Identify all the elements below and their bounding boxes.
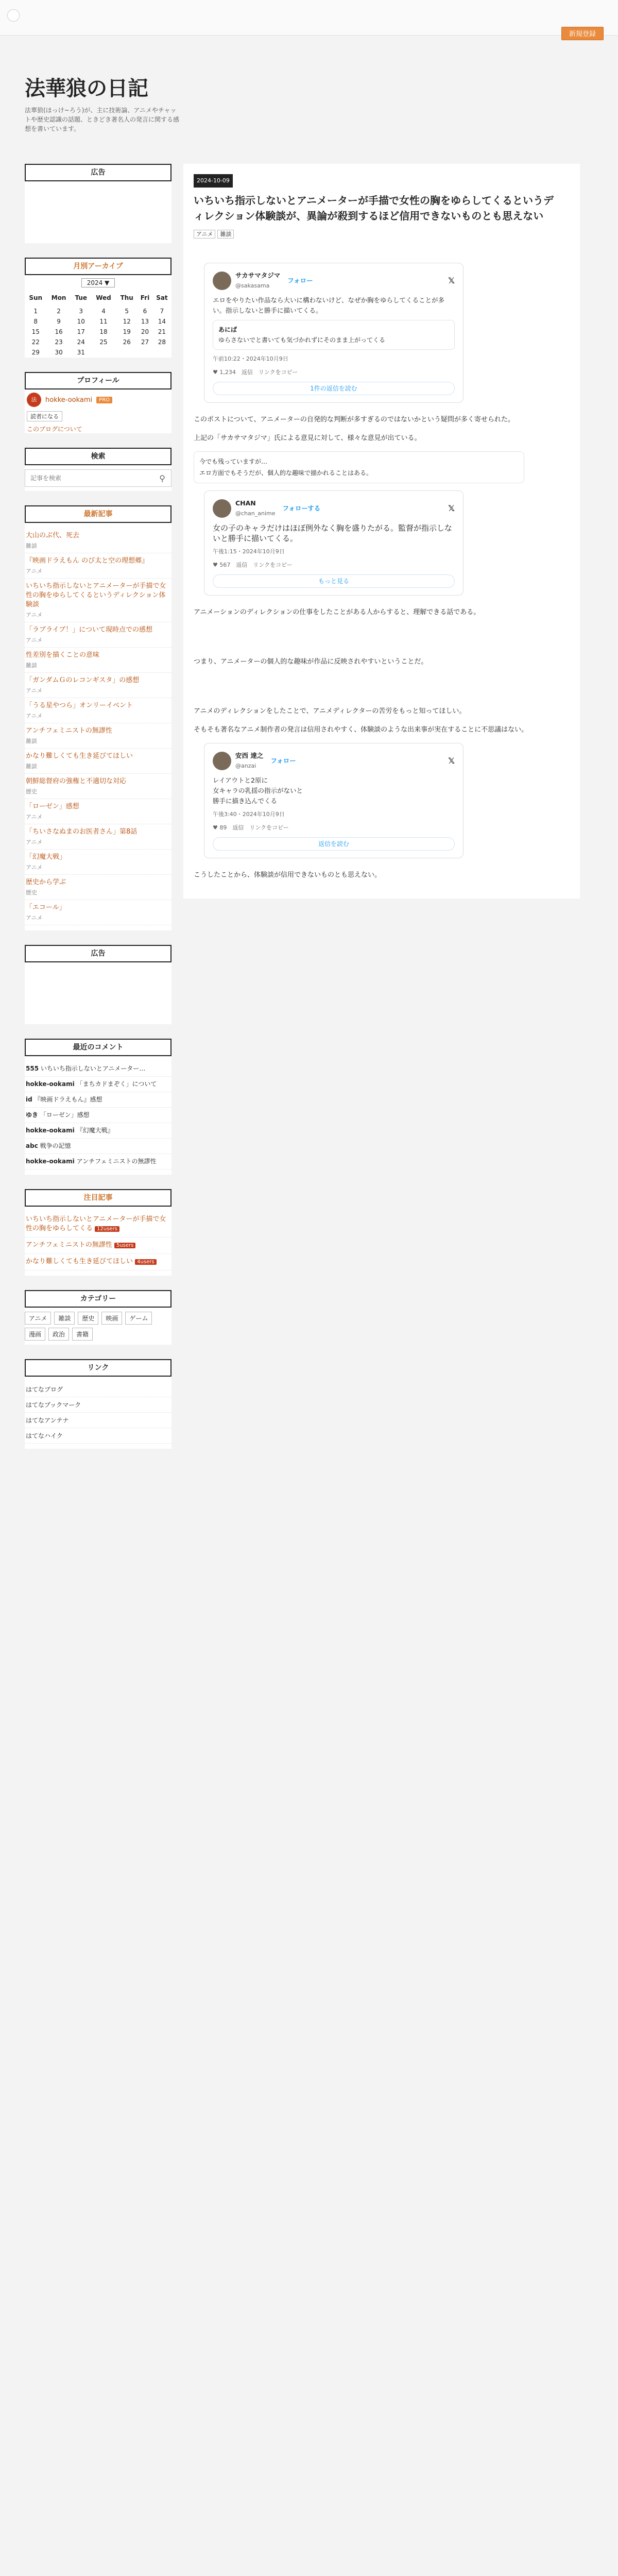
comment-author[interactable]: hokke-ookami <box>26 1127 75 1134</box>
comments-title: 最近のコメント <box>25 1039 171 1056</box>
calendar-day[interactable]: 13 <box>141 318 149 325</box>
comment-item[interactable] <box>25 1061 171 1077</box>
tweet-text: エロをやりたい作品なら大いに構わないけど、なぜか胸をゆらしてくることが多い。指示しないと勝手に描いてくる。 <box>213 296 445 314</box>
embedded-tweet[interactable] <box>204 263 464 403</box>
recent-post-category[interactable]: アニメ <box>26 612 43 618</box>
calendar-day[interactable]: 27 <box>141 338 149 346</box>
recent-post-link[interactable]: 「ガンダムＧのレコンギスタ」の感想 <box>26 676 140 684</box>
recent-post-link[interactable]: 「エコール」 <box>26 904 66 911</box>
recent-post-item <box>25 824 171 850</box>
calendar-day[interactable]: 3 <box>79 308 83 315</box>
hatena-logo-icon[interactable] <box>7 9 20 22</box>
category-title: カテゴリー <box>25 1290 171 1308</box>
category-tag[interactable]: 映画 <box>101 1312 122 1325</box>
calendar-day[interactable]: 16 <box>55 328 63 335</box>
category-tag[interactable]: 歴史 <box>78 1312 98 1325</box>
ad-module-2 <box>25 945 171 1024</box>
calendar-day[interactable]: 15 <box>31 328 40 335</box>
popular-post-link[interactable]: いちいち指示しないとアニメーターが手描で女性の胸をゆらしてくる <box>26 1215 166 1232</box>
calendar-day[interactable]: 17 <box>77 328 85 335</box>
quoted-tweet[interactable] <box>213 320 455 350</box>
popular-title: 注目記事 <box>25 1189 171 1207</box>
comment-item[interactable] <box>25 1092 171 1108</box>
ad-space-2[interactable] <box>25 962 171 1024</box>
links-title: リンク <box>25 1359 171 1377</box>
recent-post-link[interactable]: 「ラブライブ！」について現時点での感想 <box>26 626 152 634</box>
comment-item[interactable] <box>25 1123 171 1139</box>
tweet-handle: @sakasama <box>235 282 270 289</box>
category-tag[interactable]: 漫画 <box>25 1328 45 1341</box>
about-blog-link[interactable]: このブログについて <box>27 426 82 433</box>
follow-button[interactable]: 読者になる <box>27 411 62 421</box>
recent-post-item <box>25 875 171 900</box>
post-category-tag[interactable]: 雑談 <box>217 230 234 239</box>
tweet-timestamp[interactable]: 午後3:40・2024年10月9日 <box>213 811 285 818</box>
paragraph: こうしたことから、体験談が信用できないものとも思えない。 <box>194 871 382 879</box>
category-tag[interactable]: 書籍 <box>72 1328 93 1341</box>
calendar-day[interactable]: 11 <box>99 318 108 325</box>
embedded-tweet-2[interactable] <box>204 490 464 596</box>
x-logo-icon[interactable]: 𝕏 <box>448 756 455 766</box>
x-logo-icon[interactable]: 𝕏 <box>448 276 455 285</box>
paragraph: そもそも著名なアニメ制作者の発言は信用されやすく、体験談のような出来事が実在することに不思議はない。 <box>194 726 528 734</box>
comment-author[interactable]: hokke-ookami <box>26 1080 75 1088</box>
recent-post-category[interactable]: 雑談 <box>26 738 37 744</box>
ad-module-title-2: 広告 <box>25 945 171 962</box>
recent-post-link[interactable]: 「ローゼン」感想 <box>26 803 79 810</box>
avatar[interactable]: 法 <box>27 393 41 407</box>
recent-post-item <box>25 900 171 925</box>
ad-space[interactable] <box>25 181 171 243</box>
calendar-weekday: Mon <box>51 294 66 301</box>
recent-post-link[interactable]: 大山のぶ代、死去 <box>26 532 80 539</box>
search-title: 検索 <box>25 448 171 465</box>
profile-title: プロフィール <box>25 372 171 389</box>
recent-post-category[interactable]: アニメ <box>26 568 43 574</box>
calendar-day[interactable]: 9 <box>57 318 61 325</box>
recent-post-item <box>25 673 171 698</box>
recent-post-item <box>25 622 171 648</box>
recent-post-item <box>25 648 171 673</box>
popular-module <box>25 1189 171 1276</box>
recent-post-link[interactable]: いちいち指示しないとアニメーターが手描で女性の胸をゆらしてくるというディレクション体験談 <box>26 582 166 608</box>
tweet-follow-button[interactable]: フォロー <box>270 757 296 765</box>
bookmark-count-badge[interactable]: 5users <box>114 1243 135 1248</box>
recent-post-category[interactable]: アニメ <box>26 864 43 871</box>
tweet-read-replies-button[interactable]: 1件の返信を読む <box>213 382 455 395</box>
tweet-text: レイアウトと2原に 女キャラの乳揺の指示がないと 勝手に描き込んでくる <box>213 776 303 805</box>
calendar-weekday: Tue <box>75 294 88 301</box>
comment-author[interactable]: id <box>26 1096 32 1103</box>
calendar-day[interactable]: 30 <box>55 349 63 356</box>
recent-post-item <box>25 774 171 799</box>
recent-post-item <box>25 528 171 553</box>
calendar-day[interactable]: 29 <box>31 349 40 356</box>
recent-post-category[interactable]: アニメ <box>26 637 43 643</box>
sidebar <box>25 164 171 1463</box>
quoted-tweet-author: あにぱ <box>218 326 237 333</box>
recent-post-category[interactable]: 歴史 <box>26 788 37 795</box>
calendar-day[interactable]: 14 <box>158 318 166 325</box>
tweet-handle: @anzai <box>235 762 256 769</box>
post-date[interactable]: 2024-10-09 <box>194 174 233 188</box>
category-tag[interactable]: アニメ <box>25 1312 51 1325</box>
post-category-tag[interactable]: アニメ <box>194 230 215 239</box>
register-button[interactable]: 新規登録 <box>561 27 604 40</box>
calendar-day[interactable]: 26 <box>123 338 131 346</box>
comment-author[interactable]: hokke-ookami <box>26 1158 75 1165</box>
article <box>183 164 580 899</box>
calendar-day <box>138 347 152 358</box>
comment-text[interactable]: 戦争の記憶 <box>40 1142 71 1149</box>
recent-post-category[interactable]: アニメ <box>26 713 43 719</box>
calendar-day[interactable]: 18 <box>99 328 108 335</box>
profile-module <box>25 372 171 433</box>
paragraph: アニメーションのディレクションの仕事をしたことがある人からすると、理解できる話である。 <box>194 608 480 616</box>
recent-post-category[interactable]: アニメ <box>26 814 43 820</box>
tweet-avatar[interactable] <box>213 752 231 770</box>
calendar-weekday: Wed <box>96 294 111 301</box>
embedded-tweet-3[interactable] <box>204 743 464 858</box>
tweet-timestamp[interactable]: 午後1:15・2024年10月9日 <box>213 548 285 555</box>
recent-post-item <box>25 579 171 622</box>
comment-text[interactable]: 『幻魔大戦』 <box>76 1127 114 1134</box>
calendar-day[interactable]: 20 <box>141 328 149 335</box>
comment-text[interactable]: アンチフェミニストの無謬性 <box>76 1158 157 1165</box>
comment-text[interactable]: いちいち指示しないとアニメーター… <box>40 1065 146 1072</box>
tweet-follow-button[interactable]: フォロー <box>287 277 313 284</box>
calendar-day[interactable]: 10 <box>77 318 85 325</box>
sidebar-link[interactable]: はてなブックマーク <box>25 1397 171 1413</box>
tweet-handle: @chan_anime <box>235 510 276 517</box>
tweet-actions[interactable]: ♥ 567 返信 リンクをコピー <box>213 562 293 568</box>
calendar-day[interactable]: 2 <box>57 308 61 315</box>
recent-post-link[interactable]: 性差別を描くことの意味 <box>26 651 100 659</box>
pro-badge: PRO <box>96 397 112 403</box>
recent-post-item <box>25 799 171 824</box>
comment-item[interactable] <box>25 1077 171 1092</box>
sidebar-link[interactable]: はてなブログ <box>25 1382 171 1397</box>
calendar-weekday: Fri <box>140 294 150 301</box>
category-tag[interactable]: 政治 <box>48 1328 69 1341</box>
tweet-author[interactable]: サカサマタジマ <box>235 272 281 279</box>
calendar-weekday: Sun <box>29 294 43 301</box>
links-module <box>25 1359 171 1449</box>
category-module <box>25 1290 171 1345</box>
archive-month-select[interactable]: 2024 ▼ <box>81 278 115 287</box>
archive-module <box>25 258 171 358</box>
recent-post-category[interactable]: 雑談 <box>26 662 37 669</box>
calendar-day <box>152 347 171 358</box>
calendar-day <box>91 347 116 358</box>
x-logo-icon[interactable]: 𝕏 <box>448 503 455 513</box>
recent-post-link[interactable]: 「ちいさなぬまのお医者さん」第8話 <box>26 828 138 836</box>
site-description: 法華狼(ほっけ~ろう)が、主に技術論、アニメやチャットや歴史認識の話題、ときどき著名人の発言に関する感想を書いています。 <box>25 107 180 132</box>
ad-module <box>25 164 171 243</box>
recent-post-category[interactable]: アニメ <box>26 914 43 921</box>
paragraph: このポストについて、アニメーターの自発的な判断が多すぎるのではないかという疑問が多く寄せられた。 <box>194 416 514 423</box>
popular-post-link[interactable]: かなり難しくても生き延びてほしい <box>26 1258 133 1265</box>
archive-title: 月別アーカイブ <box>25 258 171 275</box>
popular-post-item <box>25 1254 171 1270</box>
calendar-day[interactable]: 24 <box>77 338 85 346</box>
calendar-day[interactable]: 19 <box>123 328 131 335</box>
recent-post-category[interactable]: 雑談 <box>26 763 37 770</box>
tweet-follow-button[interactable]: フォローする <box>282 504 321 512</box>
recent-post-category[interactable]: 歴史 <box>26 889 37 896</box>
comment-item[interactable] <box>25 1108 171 1123</box>
calendar-day[interactable]: 4 <box>101 308 106 315</box>
recent-post-item <box>25 553 171 579</box>
calendar-day[interactable]: 12 <box>123 318 131 325</box>
calendar-day[interactable]: 21 <box>158 328 166 335</box>
tweet-read-more-button[interactable]: もっと見る <box>213 574 455 588</box>
bookmark-count-badge[interactable]: 4users <box>135 1259 156 1265</box>
tweet-actions[interactable]: ♥ 1,234 返信 リンクをコピー <box>213 369 298 376</box>
comment-text[interactable]: 「まちカドまぞく」について <box>76 1080 157 1088</box>
recent-posts-title: 最新記事 <box>25 505 171 523</box>
calendar-day[interactable]: 31 <box>77 349 85 356</box>
archive-calendar <box>25 293 171 358</box>
tweet-avatar[interactable] <box>213 272 231 290</box>
calendar-weekday: Sat <box>156 294 168 301</box>
search-input[interactable] <box>25 469 171 487</box>
comment-author[interactable]: abc <box>26 1142 38 1149</box>
tweet-text: 女の子のキャラだけはほぼ例外なく胸を盛りたがる。監督が指示しないと勝手に描いてくる。 <box>213 523 453 543</box>
quoted-tweet-text: ゆらさないでと書いても気づかれずにそのまま上がってくる <box>218 336 386 344</box>
profile-username[interactable]: hokke-ookami <box>45 396 93 404</box>
calendar-day[interactable]: 1 <box>33 308 38 315</box>
comment-text[interactable]: 「ローゼン」感想 <box>40 1111 90 1118</box>
calendar-day[interactable]: 5 <box>125 308 129 315</box>
recent-post-item <box>25 850 171 875</box>
recent-post-item <box>25 698 171 723</box>
recent-posts-module <box>25 505 171 930</box>
calendar-day[interactable]: 25 <box>99 338 108 346</box>
tweet-timestamp[interactable]: 午前10:22・2024年10月9日 <box>213 355 288 362</box>
popular-post-item <box>25 1238 171 1254</box>
recent-post-item <box>25 749 171 774</box>
calendar-day[interactable]: 7 <box>160 308 164 315</box>
sidebar-link[interactable]: はてなアンテナ <box>25 1413 171 1428</box>
comment-item[interactable] <box>25 1139 171 1154</box>
recent-post-category[interactable]: アニメ <box>26 839 43 845</box>
calendar-day[interactable]: 8 <box>33 318 38 325</box>
tweet-author[interactable]: CHAN <box>235 499 256 507</box>
comments-module <box>25 1039 171 1175</box>
calendar-day[interactable]: 23 <box>55 338 63 346</box>
ad-module-title: 広告 <box>25 164 171 181</box>
comment-text[interactable]: 『映画ドラえもん』感想 <box>34 1096 102 1103</box>
recent-post-link[interactable]: 「うる星やつら」オンリーイベント <box>26 702 133 709</box>
search-icon[interactable]: ⚲ <box>159 473 165 483</box>
paragraph: つまり、アニメーターの個人的な趣味が作品に反映されやすいということだ。 <box>194 658 428 666</box>
recent-post-link[interactable]: 朝鮮総督府の強権と不適切な対応 <box>26 777 127 785</box>
tweet-actions[interactable]: ♥ 89 返信 リンクをコピー <box>213 824 289 831</box>
calendar-day[interactable]: 28 <box>158 338 166 346</box>
calendar-day[interactable]: 6 <box>143 308 147 315</box>
category-tag[interactable]: ゲーム <box>125 1312 152 1325</box>
paragraph: 上記の「サカサマタジマ」氏による意見に対して、様々な意見が出ている。 <box>194 434 421 442</box>
popular-post-item <box>25 1212 171 1238</box>
recent-post-link[interactable]: アンチフェミニストの無謬性 <box>26 727 112 735</box>
calendar-day[interactable]: 22 <box>31 338 40 346</box>
search-module <box>25 448 171 491</box>
recent-post-category[interactable]: 雑談 <box>26 543 37 549</box>
calendar-day <box>116 347 138 358</box>
tweet-author[interactable]: 安西 達之 <box>235 752 264 759</box>
tweet-read-replies-button[interactable]: 返信を読む <box>213 837 455 851</box>
recent-post-link[interactable]: 歴史から学ぶ <box>26 878 66 886</box>
post-title[interactable]: いちいち指示しないとアニメーターが手描で女性の胸をゆらしてくるというディレクション体験談が、異論が殺到するほど信用できないものとも思えない <box>194 194 554 222</box>
top-navigation-bar <box>0 0 618 36</box>
recent-post-item <box>25 723 171 749</box>
blockquote: 今でも残っていますが… エロ方面でもそうだが、個人的な趣味で描かれることはある。 <box>194 451 524 483</box>
recent-post-link[interactable]: 「幻魔大戦」 <box>26 853 66 861</box>
comment-author[interactable]: ゆき <box>26 1111 39 1118</box>
bookmark-count-badge[interactable]: 12users <box>95 1226 119 1232</box>
popular-post-link[interactable]: アンチフェミニストの無謬性 <box>26 1241 112 1249</box>
calendar-weekday: Thu <box>120 294 133 301</box>
paragraph: アニメのディレクションをしたことで、アニメディレクターの苦労をもっと知ってほしい。 <box>194 707 466 715</box>
recent-post-category[interactable]: アニメ <box>26 687 43 694</box>
site-title[interactable]: 法華狼の日記 <box>25 77 148 100</box>
comment-item[interactable] <box>25 1154 171 1170</box>
sidebar-link[interactable]: はてなハイク <box>25 1428 171 1444</box>
tweet-avatar[interactable] <box>213 499 231 518</box>
recent-post-link[interactable]: 『映画ドラえもん のび太と空の理想郷』 <box>26 557 149 565</box>
category-tag[interactable]: 雑談 <box>54 1312 75 1325</box>
comment-author[interactable]: 555 <box>26 1065 39 1072</box>
recent-post-link[interactable]: かなり難しくても生き延びてほしい <box>26 752 133 760</box>
